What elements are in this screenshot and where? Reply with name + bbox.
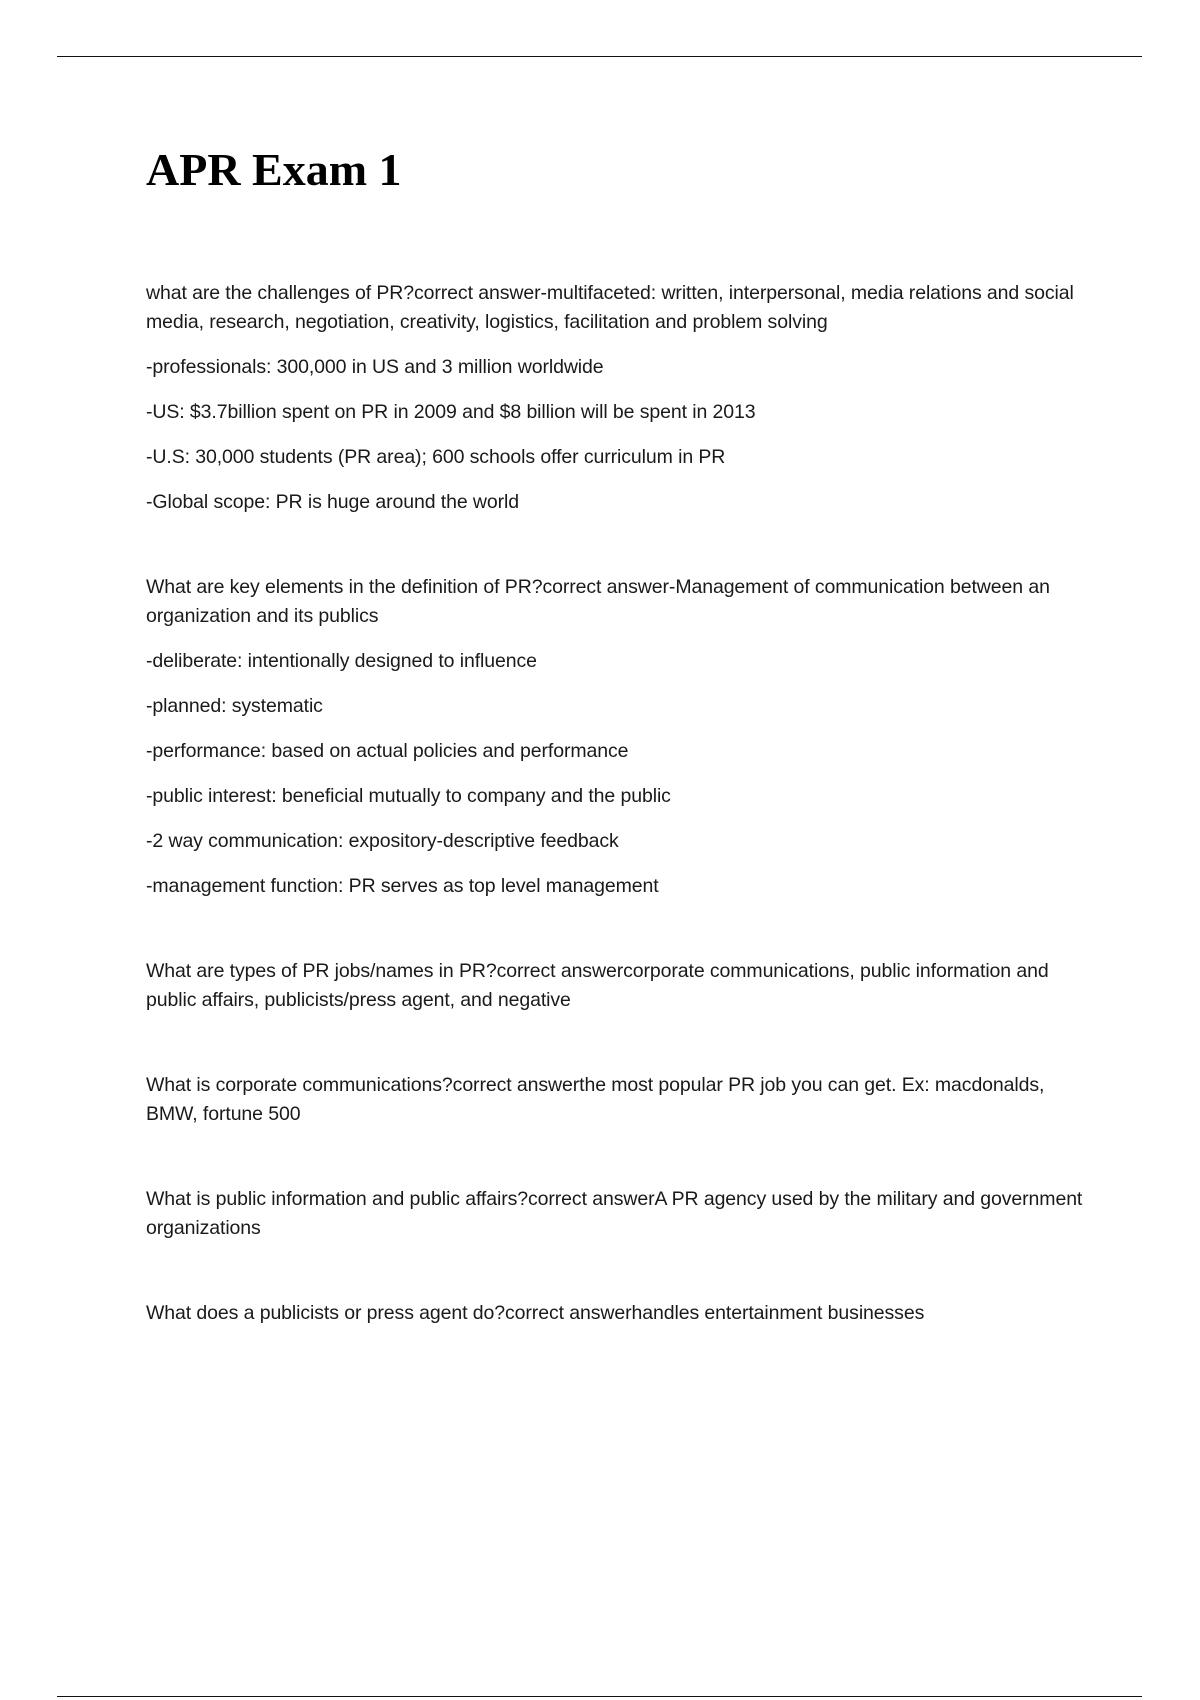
- document-title: APR Exam 1: [146, 144, 402, 195]
- answer-detail-line: -2 way communication: expository-descriptive feedback: [146, 830, 619, 852]
- qa-block-publicists: [146, 1299, 1096, 1328]
- question-answer-text: what are the challenges of PR?correct answer-multifaceted: written, interpersonal, media relations and social media, research, negotiation, creativity, logistics, facilitation and problem solving: [146, 282, 1074, 333]
- question-answer-text: What does a publicists or press agent do?correct answerhandles entertainment businesses: [146, 1302, 925, 1324]
- qa-block-pr-challenges: [146, 279, 1096, 517]
- header-rule: [57, 56, 1142, 57]
- question-answer-text: What are types of PR jobs/names in PR?correct answercorporate communications, public information and public affairs, publicists/press agent, and negative: [146, 960, 1049, 1011]
- document-page: [146, 140, 1096, 1384]
- qa-block-public-information: [146, 1185, 1096, 1243]
- qa-block-pr-job-types: [146, 957, 1096, 1015]
- qa-block-corporate-communications: [146, 1071, 1096, 1129]
- question-answer-text: What are key elements in the definition of PR?correct answer-Management of communication between an organization and its publics: [146, 576, 1050, 627]
- answer-detail-line: -planned: systematic: [146, 695, 323, 717]
- question-answer-text: What is corporate communications?correct answerthe most popular PR job you can get. Ex: macdonalds, BMW, fortune 500: [146, 1074, 1045, 1125]
- answer-detail-line: -deliberate: intentionally designed to influence: [146, 650, 537, 672]
- answer-detail-line: -public interest: beneficial mutually to company and the public: [146, 785, 671, 807]
- answer-detail-line: -Global scope: PR is huge around the world: [146, 491, 520, 513]
- answer-detail-line: -management function: PR serves as top level management: [146, 875, 659, 897]
- answer-detail-line: -performance: based on actual policies and performance: [146, 740, 629, 762]
- answer-detail-line: -U.S: 30,000 students (PR area); 600 schools offer curriculum in PR: [146, 446, 726, 468]
- answer-detail-line: -professionals: 300,000 in US and 3 million worldwide: [146, 356, 604, 378]
- answer-detail-line: -US: $3.7billion spent on PR in 2009 and $8 billion will be spent in 2013: [146, 401, 756, 423]
- question-answer-text: What is public information and public affairs?correct answerA PR agency used by the military and government organizations: [146, 1188, 1083, 1239]
- qa-block-pr-definition: [146, 573, 1096, 901]
- footer-rule: [57, 1696, 1142, 1697]
